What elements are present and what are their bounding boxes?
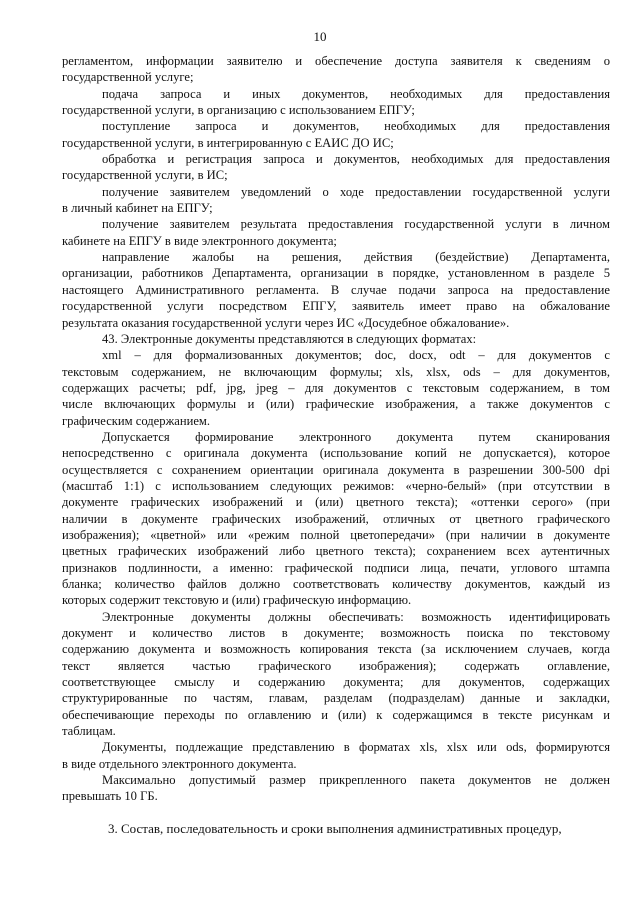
text-line: соответствующее смыслу и содержанию документа; для документов, содержащих (62, 675, 610, 690)
text-line: цветных графических изображений либо цветного текста); сохранением всех аутентичных (62, 544, 610, 559)
section-heading: 3. Состав, последовательность и сроки выполнения административных процедур, (108, 821, 562, 836)
text-line: которых содержит текстовую и (или) графическую информацию. (62, 593, 412, 608)
text-line: текстовым содержанием, не включающим формулы; xls, xlsx, ods – для документов, (62, 364, 610, 379)
page-number: 10 (313, 29, 327, 44)
text-line: в виде отдельного электронного документа. (62, 756, 297, 771)
text-line: Документы, подлежащие представлению в форматах xls, xlsx или ods, формируются (102, 740, 610, 755)
text-line: документе графических изображений и (или) цветного текста); «оттенки серого» (при (62, 495, 610, 510)
text-line: содержанию документа и возможность копирования текста (за исключением случаев, когда (62, 642, 610, 657)
text-line: обработка и регистрация запроса и документов, необходимых для предоставления (102, 152, 610, 167)
body-text (62, 53, 610, 805)
text-line: Допускается формирование электронного документа путем сканирования (102, 429, 610, 444)
text-line: признаков подлинности, а именно: графической подписи лица, печати, углового штампа (62, 560, 610, 575)
text-line: числе включающих формулы и (или) графические изображения, а также документов с (62, 397, 610, 412)
text-line: государственной услуге; (62, 70, 194, 85)
text-line: направление жалобы на решения, действия (бездействие) Департамента, (102, 250, 610, 265)
text-line: (масштаб 1:1) с использованием следующих режимов: «черно-белый» (при отсутствии в (62, 478, 610, 493)
text-line: подача запроса и иных документов, необходимых для предоставления (102, 86, 610, 101)
text-line: графическим содержанием. (62, 413, 211, 428)
text-line: осуществляется с сохранением ориентации оригинала документа в разрешении 300-500 dpi (62, 462, 610, 477)
text-line: структурированные по частям, главам, разделам (подразделам) данные и закладки, (62, 691, 610, 706)
text-line: в личный кабинет на ЕПГУ; (62, 201, 213, 216)
text-line: содержащих расчеты; pdf, jpg, jpeg – для документов с текстовым содержанием, в том (62, 380, 610, 395)
text-line: xml – для формализованных документов; doc, docx, odt – для документов с (102, 348, 610, 363)
text-line: получение заявителем уведомлений о ходе предоставлении государственной услуги (102, 184, 610, 199)
text-line: государственной услуги, в интегрированную с ЕАИС ДО ИС; (62, 135, 394, 150)
text-line: бланка; количество файлов должно соответствовать количеству документов, каждый из (62, 577, 610, 591)
text-line: Максимально допустимый размер прикрепленного пакета документов не должен (102, 773, 610, 788)
text-line: настоящего Административного регламента. В случае подачи запроса на предоставление (62, 282, 610, 297)
text-line: государственной услуги, в ИС; (62, 168, 228, 183)
text-line: таблицам. (62, 724, 116, 739)
text-line: 43. Электронные документы представляются в следующих форматах: (102, 331, 477, 346)
text-line: результата оказания государственной услуги через ИС «Досудебное обжалование». (62, 315, 510, 330)
text-line: превышать 10 ГБ. (62, 789, 158, 804)
text-line: непосредственно с оригинала документа (использование копий не допускается), которое (62, 446, 610, 461)
text-line: обеспечивающие переходы по оглавлению и (или) к содержащимся в тексте рисункам и (62, 707, 610, 722)
text-line: поступление запроса и документов, необходимых для предоставления (102, 119, 610, 134)
text-line: кабинете на ЕПГУ в виде электронного документа; (62, 233, 337, 248)
text-line: документ и количество листов в документе; возможность поиска по текстовому (62, 626, 610, 641)
text-line: Электронные документы должны обеспечивать: возможность идентифицировать (102, 609, 610, 624)
text-line: организации, работников Департамента, организации в порядке, установленном в разделе 5 (62, 266, 610, 281)
text-line: изображения); «цветной» или «режим полной цветопередачи» (при наличии в документе (62, 527, 610, 542)
text-line: государственной услуги посредством ЕПГУ, заявитель имеет право на обжалование (62, 299, 610, 314)
text-line: текст является частью графического изображения); содержать оглавление, (62, 658, 610, 673)
text-line: государственной услуги, в организацию с использованием ЕПГУ; (62, 103, 415, 118)
text-line: регламентом, информации заявителю и обеспечение доступа заявителя к сведениям о (62, 54, 610, 68)
text-line: наличии в документе графических изображений, отличных от цветного графического (62, 511, 610, 526)
text-line: получение заявителем результата предоставления государственной услуги в личном (102, 217, 610, 232)
